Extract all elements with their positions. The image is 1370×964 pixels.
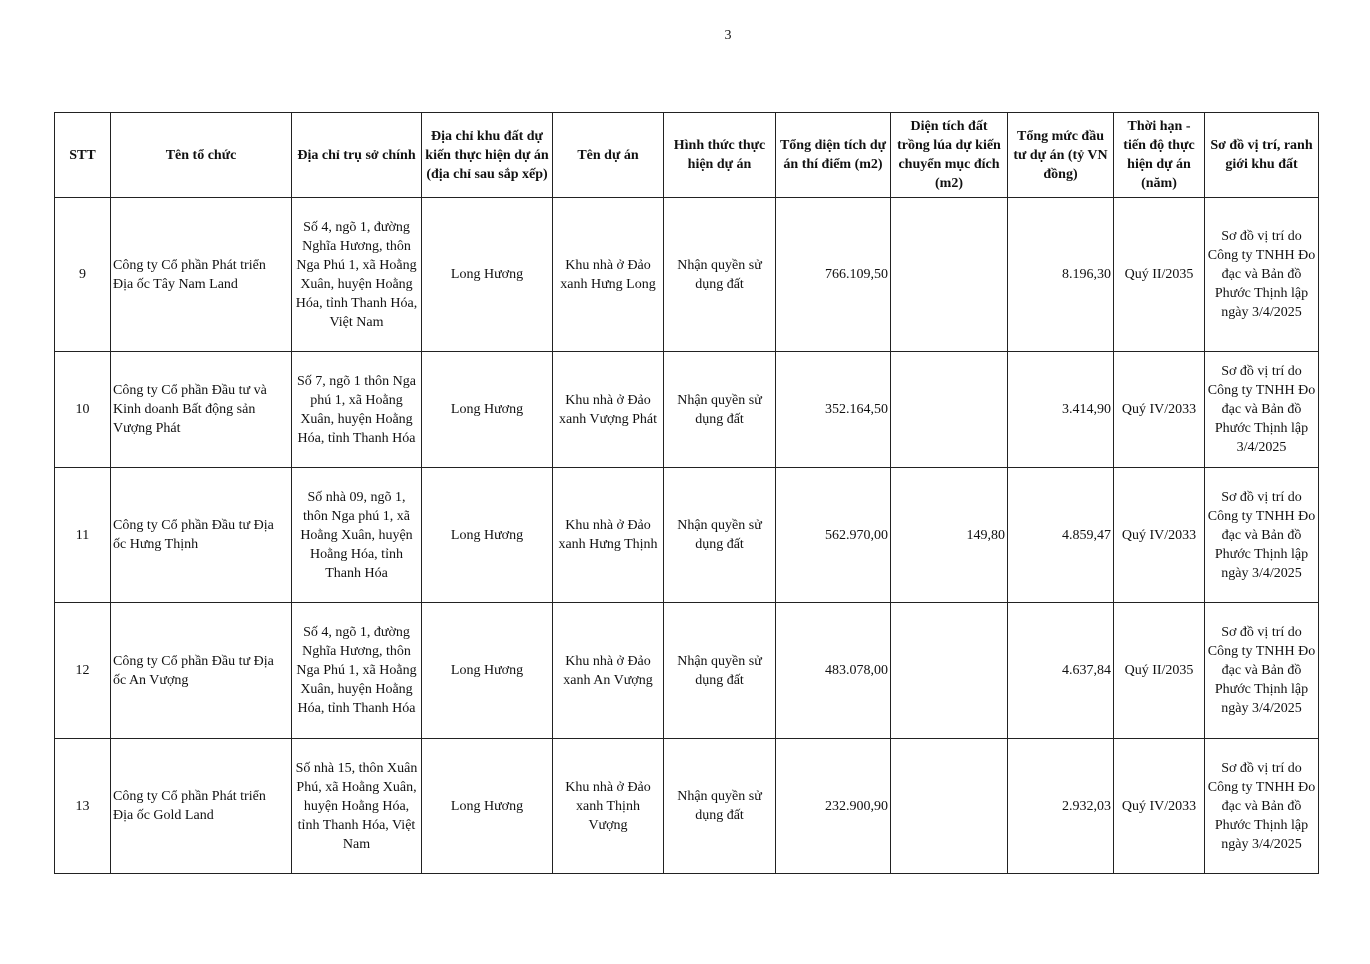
cell-form: Nhận quyền sử dụng đất — [664, 352, 776, 468]
header-stt: STT — [55, 113, 111, 198]
cell-org: Công ty Cổ phần Phát triển Địa ốc Tây Nam Land — [111, 198, 292, 352]
cell-rice — [891, 739, 1008, 874]
table-row — [55, 352, 1319, 468]
header-form: Hình thức thực hiện dự án — [664, 113, 776, 198]
table-row — [55, 198, 1319, 352]
cell-stt: 12 — [55, 603, 111, 739]
page-number: 3 — [724, 28, 732, 43]
cell-land: Long Hương — [422, 468, 553, 603]
header-area: Tổng diện tích dự án thí điểm (m2) — [776, 113, 891, 198]
cell-form: Nhận quyền sử dụng đất — [664, 198, 776, 352]
cell-invest: 4.637,84 — [1008, 603, 1114, 739]
header-hq: Địa chỉ trụ sở chính — [292, 113, 422, 198]
cell-map: Sơ đồ vị trí do Công ty TNHH Đo đạc và Bản đồ Phước Thịnh lập ngày 3/4/2025 — [1205, 198, 1319, 352]
cell-area: 766.109,50 — [776, 198, 891, 352]
cell-stt: 10 — [55, 352, 111, 468]
cell-deadline: Quý IV/2033 — [1114, 352, 1205, 468]
cell-area: 232.900,90 — [776, 739, 891, 874]
header-project: Tên dự án — [553, 113, 664, 198]
cell-org: Công ty Cổ phần Đầu tư Địa ốc An Vượng — [111, 603, 292, 739]
cell-area: 562.970,00 — [776, 468, 891, 603]
header-land: Địa chỉ khu đất dự kiến thực hiện dự án (địa chỉ sau sắp xếp) — [422, 113, 553, 198]
cell-land: Long Hương — [422, 352, 553, 468]
cell-invest: 2.932,03 — [1008, 739, 1114, 874]
projects-table — [54, 112, 1319, 874]
cell-hq: Số 4, ngõ 1, đường Nghĩa Hương, thôn Nga Phú 1, xã Hoằng Xuân, huyện Hoằng Hóa, tỉnh Thanh Hóa, Việt Nam — [292, 198, 422, 352]
cell-deadline: Quý II/2035 — [1114, 198, 1205, 352]
cell-land: Long Hương — [422, 603, 553, 739]
table-row — [55, 603, 1319, 739]
cell-invest: 8.196,30 — [1008, 198, 1114, 352]
cell-area: 483.078,00 — [776, 603, 891, 739]
header-map: Sơ đồ vị trí, ranh giới khu đất — [1205, 113, 1319, 198]
cell-org: Công ty Cổ phần Đầu tư Địa ốc Hưng Thịnh — [111, 468, 292, 603]
cell-rice — [891, 352, 1008, 468]
cell-org: Công ty Cổ phần Đầu tư và Kinh doanh Bất động sản Vượng Phát — [111, 352, 292, 468]
cell-project: Khu nhà ở Đảo xanh Hưng Long — [553, 198, 664, 352]
cell-form: Nhận quyền sử dụng đất — [664, 603, 776, 739]
cell-rice: 149,80 — [891, 468, 1008, 603]
header-org: Tên tổ chức — [111, 113, 292, 198]
cell-area: 352.164,50 — [776, 352, 891, 468]
cell-hq: Số nhà 15, thôn Xuân Phú, xã Hoằng Xuân, huyện Hoằng Hóa, tỉnh Thanh Hóa, Việt Nam — [292, 739, 422, 874]
cell-rice — [891, 603, 1008, 739]
cell-form: Nhận quyền sử dụng đất — [664, 468, 776, 603]
cell-project: Khu nhà ở Đảo xanh Thịnh Vượng — [553, 739, 664, 874]
cell-form: Nhận quyền sử dụng đất — [664, 739, 776, 874]
table-header-row — [55, 113, 1319, 198]
cell-deadline: Quý II/2035 — [1114, 603, 1205, 739]
cell-map: Sơ đồ vị trí do Công ty TNHH Đo đạc và Bản đồ Phước Thịnh lập ngày 3/4/2025 — [1205, 739, 1319, 874]
cell-hq: Số nhà 09, ngõ 1, thôn Nga phú 1, xã Hoằng Xuân, huyện Hoằng Hóa, tỉnh Thanh Hóa — [292, 468, 422, 603]
table-row — [55, 468, 1319, 603]
cell-map: Sơ đồ vị trí do Công ty TNHH Đo đạc và Bản đồ Phước Thịnh lập ngày 3/4/2025 — [1205, 603, 1319, 739]
cell-hq: Số 7, ngõ 1 thôn Nga phú 1, xã Hoằng Xuân, huyện Hoằng Hóa, tỉnh Thanh Hóa — [292, 352, 422, 468]
header-invest: Tổng mức đầu tư dự án (tỷ VN đồng) — [1008, 113, 1114, 198]
cell-rice — [891, 198, 1008, 352]
cell-org: Công ty Cổ phần Phát triển Địa ốc Gold Land — [111, 739, 292, 874]
header-rice: Diện tích đất trồng lúa dự kiến chuyển mục đích (m2) — [891, 113, 1008, 198]
cell-hq: Số 4, ngõ 1, đường Nghĩa Hương, thôn Nga Phú 1, xã Hoằng Xuân, huyện Hoằng Hóa, tỉnh Thanh Hóa — [292, 603, 422, 739]
cell-project: Khu nhà ở Đảo xanh Hưng Thịnh — [553, 468, 664, 603]
cell-project: Khu nhà ở Đảo xanh An Vượng — [553, 603, 664, 739]
cell-land: Long Hương — [422, 198, 553, 352]
cell-invest: 3.414,90 — [1008, 352, 1114, 468]
table-row — [55, 739, 1319, 874]
cell-project: Khu nhà ở Đảo xanh Vượng Phát — [553, 352, 664, 468]
cell-deadline: Quý IV/2033 — [1114, 468, 1205, 603]
cell-stt: 11 — [55, 468, 111, 603]
cell-invest: 4.859,47 — [1008, 468, 1114, 603]
header-deadline: Thời hạn - tiến độ thực hiện dự án (năm) — [1114, 113, 1205, 198]
cell-land: Long Hương — [422, 739, 553, 874]
cell-stt: 9 — [55, 198, 111, 352]
cell-map: Sơ đồ vị trí do Công ty TNHH Đo đạc và Bản đồ Phước Thịnh lập 3/4/2025 — [1205, 352, 1319, 468]
cell-deadline: Quý IV/2033 — [1114, 739, 1205, 874]
cell-stt: 13 — [55, 739, 111, 874]
cell-map: Sơ đồ vị trí do Công ty TNHH Đo đạc và Bản đồ Phước Thịnh lập ngày 3/4/2025 — [1205, 468, 1319, 603]
